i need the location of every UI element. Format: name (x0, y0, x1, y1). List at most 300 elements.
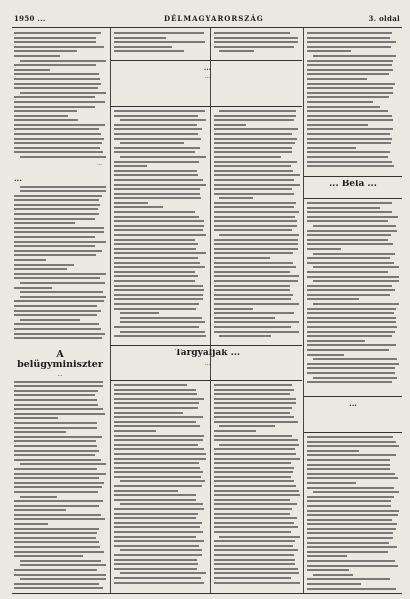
text-line (20, 186, 106, 188)
text-line (214, 225, 297, 227)
text-line (20, 578, 106, 580)
text-line (14, 541, 99, 543)
text-line (307, 37, 390, 39)
masthead (14, 14, 400, 26)
text-line (114, 115, 198, 117)
rule (304, 396, 402, 397)
text-line (14, 486, 102, 488)
text-line (14, 119, 78, 121)
text-line (214, 398, 296, 400)
column-rule (110, 28, 111, 593)
text-line (307, 106, 380, 108)
text-line (219, 425, 275, 427)
text-line (214, 298, 291, 300)
text-line (14, 64, 96, 66)
text-line (307, 142, 391, 144)
text-line (214, 439, 298, 441)
text-line (120, 549, 203, 551)
text-line (14, 500, 103, 502)
text-line (114, 110, 205, 112)
text-line (307, 96, 389, 98)
text-line (219, 197, 253, 199)
column-3-bottom (214, 384, 300, 592)
text-line (307, 510, 399, 512)
text-line (214, 161, 297, 163)
text-line (14, 323, 99, 325)
column-3-middle (214, 110, 300, 345)
text-line (214, 285, 290, 287)
text-line (14, 78, 100, 80)
text-line (120, 572, 206, 574)
text-line (14, 413, 105, 415)
text-line (114, 389, 196, 391)
column-2-top (114, 32, 206, 58)
text-line (307, 248, 341, 250)
text-line (307, 138, 392, 140)
headline: ... (203, 64, 212, 72)
text-line (214, 271, 290, 273)
text-line (120, 312, 159, 314)
text-line (214, 216, 295, 218)
rule (304, 176, 402, 177)
text-line (307, 331, 395, 333)
text-line (14, 445, 97, 447)
text-line (307, 436, 393, 438)
text-line (120, 142, 184, 144)
text-line (20, 564, 106, 566)
text-line (114, 179, 203, 181)
text-line (307, 555, 347, 557)
text-line (14, 555, 83, 557)
text-line (114, 335, 206, 337)
text-line (14, 250, 102, 252)
column-4-headline-3 (307, 400, 399, 432)
rule (304, 198, 402, 199)
text-line (14, 514, 101, 516)
text-line (214, 435, 292, 437)
text-line (14, 394, 95, 396)
text-line (214, 526, 298, 528)
text-line (114, 490, 178, 492)
text-line (114, 289, 204, 291)
text-line (114, 453, 206, 455)
text-line (307, 32, 392, 34)
text-line (214, 119, 294, 121)
text-line (114, 471, 203, 473)
text-line (114, 308, 196, 310)
text-line (307, 477, 398, 479)
text-line (14, 310, 101, 312)
text-line (307, 64, 392, 66)
text-line (214, 46, 294, 48)
text-line (307, 312, 394, 314)
text-line (120, 156, 206, 158)
text-line (214, 252, 293, 254)
text-line (14, 151, 103, 153)
text-line (114, 133, 198, 135)
text-line (307, 344, 396, 346)
text-line (114, 161, 199, 163)
masthead-date: 1950 ... (14, 14, 46, 23)
text-line (214, 211, 299, 213)
text-line (214, 471, 293, 473)
text-line (20, 92, 106, 94)
text-line (313, 266, 399, 268)
column-rule (303, 28, 304, 593)
column-3-top (214, 32, 300, 58)
text-line (14, 110, 77, 112)
text-line (214, 32, 290, 34)
text-line (214, 453, 296, 455)
text-line (307, 211, 392, 213)
text-line (307, 243, 393, 245)
text-line (14, 147, 100, 149)
text-line (114, 220, 204, 222)
text-line (307, 505, 391, 507)
article-body (14, 381, 106, 592)
text-line (14, 106, 95, 108)
text-line (214, 402, 296, 404)
text-line (14, 87, 98, 89)
text-line (214, 206, 294, 208)
article-body (14, 32, 106, 158)
text-line (120, 331, 205, 333)
text-line (14, 138, 104, 140)
text-line (114, 46, 172, 48)
text-line (307, 528, 396, 530)
text-line (14, 385, 103, 387)
text-line (214, 262, 293, 264)
text-line (14, 222, 75, 224)
text-line (114, 393, 197, 395)
text-line (307, 381, 392, 383)
text-line (20, 560, 101, 562)
text-line (14, 417, 58, 419)
text-line (307, 335, 392, 337)
text-line (214, 321, 299, 323)
text-line (114, 513, 198, 515)
masthead-rule (12, 27, 402, 28)
text-line (114, 485, 202, 487)
text-line (214, 485, 296, 487)
article-body (307, 202, 399, 383)
text-line (14, 537, 96, 539)
text-line (214, 582, 300, 584)
headline: Tárgyalják ... (174, 349, 241, 358)
text-line (307, 321, 396, 323)
column-2-middle (114, 110, 206, 345)
text-line (214, 37, 298, 39)
subheadline: ... (204, 74, 211, 81)
text-line (214, 229, 292, 231)
rule (111, 106, 302, 107)
text-line (114, 467, 200, 469)
text-line (307, 294, 390, 296)
headline: A belügyminiszter (17, 348, 103, 370)
text-line (214, 193, 294, 195)
text-line (214, 407, 292, 409)
text-line (14, 254, 96, 256)
text-line (307, 367, 395, 369)
text-line (307, 473, 395, 475)
text-line (114, 128, 202, 130)
text-line (114, 476, 201, 478)
text-line (14, 518, 105, 520)
text-line (114, 243, 198, 245)
text-line (214, 220, 297, 222)
text-line (307, 234, 391, 236)
text-line (307, 87, 393, 89)
text-line (214, 577, 291, 579)
column-2-bottom (114, 384, 206, 592)
text-line (214, 174, 300, 176)
text-line (114, 138, 201, 140)
text-line (14, 133, 101, 135)
text-line (307, 372, 395, 374)
text-line (307, 546, 397, 548)
text-line (14, 245, 95, 247)
text-line (214, 202, 296, 204)
text-line (114, 499, 196, 501)
text-line (313, 574, 354, 576)
text-line (114, 271, 195, 273)
text-line (214, 156, 281, 158)
text-line (14, 231, 104, 233)
text-line (307, 583, 361, 585)
text-line (307, 78, 367, 80)
text-line (14, 218, 95, 220)
text-line (20, 296, 106, 298)
text-line (214, 513, 290, 515)
text-line (307, 161, 392, 163)
text-line (307, 363, 399, 365)
text-line (313, 377, 398, 379)
text-line (114, 216, 199, 218)
text-line (214, 531, 291, 533)
text-line (14, 142, 102, 144)
text-line (14, 273, 106, 275)
text-line (307, 239, 388, 241)
text-line (214, 412, 290, 414)
headline: ... (349, 400, 357, 408)
text-line (214, 128, 298, 130)
text-line (20, 282, 105, 284)
text-line (214, 522, 294, 524)
text-line (307, 133, 390, 135)
text-line (114, 202, 148, 204)
text-line (14, 509, 66, 511)
text-line (307, 537, 393, 539)
text-line (214, 142, 295, 144)
text-line (307, 445, 399, 447)
text-line (214, 448, 295, 450)
text-line (114, 165, 147, 167)
text-line (114, 294, 203, 296)
text-line (14, 505, 99, 507)
text-line (20, 319, 80, 321)
text-line (114, 540, 204, 542)
text-line (307, 156, 388, 158)
text-line (307, 514, 398, 516)
text-line (313, 491, 399, 493)
text-line (214, 179, 294, 181)
text-line (307, 151, 390, 153)
text-line (114, 559, 197, 561)
text-line (14, 208, 98, 210)
text-line (14, 199, 99, 201)
article-body (214, 32, 300, 52)
text-line (307, 165, 394, 167)
text-line (114, 430, 156, 432)
text-line (307, 565, 398, 567)
text-line (114, 239, 195, 241)
text-line (307, 519, 392, 521)
text-line (307, 202, 392, 204)
text-line (219, 536, 300, 538)
text-line (307, 523, 397, 525)
text-line (114, 248, 196, 250)
text-line (14, 287, 52, 289)
text-line (114, 234, 206, 236)
text-line (120, 321, 205, 323)
text-line (307, 450, 359, 452)
text-line (214, 540, 295, 542)
text-line (114, 577, 201, 579)
text-line (114, 536, 196, 538)
text-line (114, 435, 204, 437)
text-line (307, 271, 388, 273)
text-line (214, 115, 296, 117)
text-line (114, 225, 204, 227)
bottom-rule (12, 593, 402, 594)
text-line (114, 184, 206, 186)
text-line (14, 491, 98, 493)
headline: ... Béla ... (329, 180, 377, 189)
text-line (214, 393, 290, 395)
text-line (114, 151, 195, 153)
text-line (307, 308, 396, 310)
text-line (14, 523, 48, 525)
text-line (214, 317, 275, 319)
text-line (313, 358, 397, 360)
text-line (214, 480, 294, 482)
spanning-headline (114, 64, 301, 104)
text-line (214, 389, 294, 391)
text-line (214, 303, 299, 305)
text-line (14, 300, 104, 302)
text-line (219, 335, 271, 337)
text-line (114, 280, 195, 282)
text-line (14, 115, 68, 117)
text-line (214, 503, 297, 505)
text-line (114, 262, 200, 264)
text-line (14, 241, 106, 243)
text-line (20, 190, 106, 192)
text-line (214, 494, 300, 496)
text-line (114, 563, 198, 565)
text-line (214, 239, 298, 241)
text-line (307, 349, 389, 351)
text-line (219, 110, 296, 112)
text-line (114, 522, 202, 524)
text-line (214, 416, 294, 418)
text-line (114, 425, 200, 427)
text-line (114, 554, 202, 556)
text-line (114, 416, 203, 418)
text-line (114, 458, 206, 460)
text-line (307, 560, 395, 562)
spanning-headline-2 (114, 349, 301, 379)
text-line (20, 156, 106, 158)
text-line (120, 480, 206, 482)
text-line (14, 422, 97, 424)
text-line (114, 206, 163, 208)
text-line (214, 124, 246, 126)
text-line (307, 326, 397, 328)
text-line (14, 333, 105, 335)
text-line (114, 407, 198, 409)
text-line (14, 69, 50, 71)
article-body (114, 110, 206, 337)
text-line (307, 496, 394, 498)
text-line (14, 482, 104, 484)
text-line (219, 234, 299, 236)
text-line (14, 227, 104, 229)
text-line (14, 37, 96, 39)
text-line (307, 464, 390, 466)
text-line (214, 165, 291, 167)
text-line (214, 458, 300, 460)
text-line (114, 444, 198, 446)
text-line (214, 184, 300, 186)
text-line (14, 532, 97, 534)
text-line (14, 551, 104, 553)
text-line (14, 427, 97, 429)
article-body (214, 110, 300, 337)
text-line (14, 32, 101, 34)
text-line (14, 436, 102, 438)
text-line (14, 46, 104, 48)
text-line (307, 569, 349, 571)
text-line (214, 133, 292, 135)
column-rule (210, 28, 211, 593)
text-line (307, 354, 344, 356)
text-line (114, 568, 197, 570)
text-line (14, 328, 101, 330)
text-line (214, 41, 298, 43)
text-line (214, 568, 298, 570)
article-body (14, 186, 106, 340)
text-line (20, 463, 106, 465)
text-line (114, 188, 200, 190)
text-line (307, 276, 399, 278)
article-body (114, 32, 206, 52)
text-line (214, 563, 295, 565)
text-line (214, 151, 292, 153)
text-line (120, 503, 203, 505)
subheadline: ... (204, 361, 211, 368)
text-line (114, 285, 203, 287)
rule (111, 345, 302, 346)
text-line (307, 147, 356, 149)
text-line (14, 83, 101, 85)
text-line (307, 532, 393, 534)
byline: ... (97, 160, 102, 167)
text-line (14, 477, 99, 479)
text-line (14, 213, 99, 215)
text-line (14, 574, 106, 576)
text-line (307, 298, 359, 300)
